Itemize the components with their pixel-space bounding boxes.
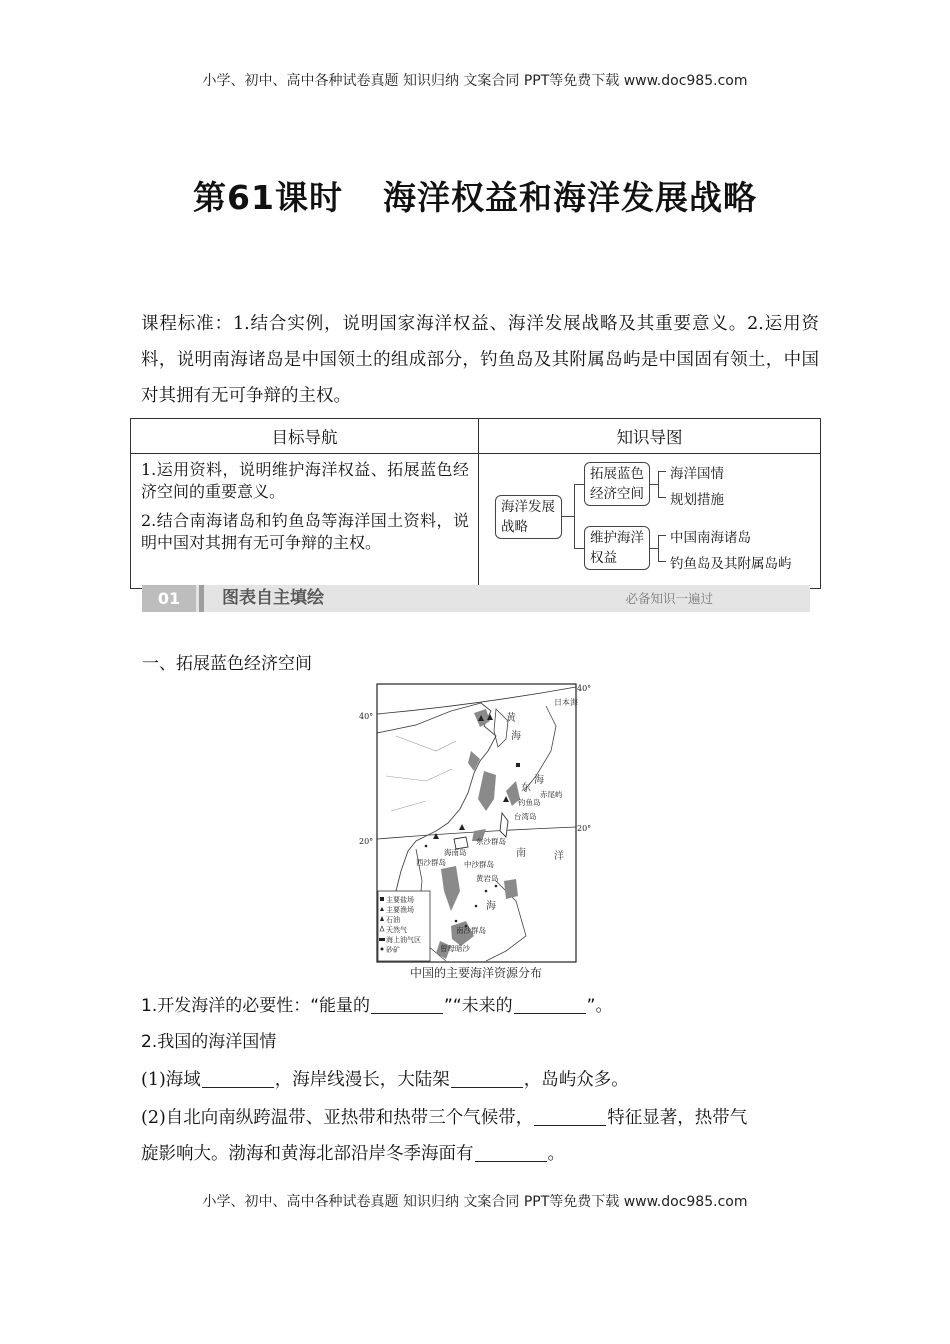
lat-label: 40° <box>359 712 374 721</box>
mindmap-leaf: 规划措施 <box>670 492 724 508</box>
question-1 <box>141 988 819 1024</box>
sea-label: 日本海 <box>554 698 578 707</box>
question-text: 旋影响大。渤海和黄海北部沿岸冬季海面有 <box>141 1144 474 1164</box>
legend-item: 海上油气区 <box>386 936 421 944</box>
page-footer: 小学、初中、高中各种试卷真题 知识归纳 文案合同 PPT等免费下载 www.doc985.com <box>202 1194 748 1210</box>
place-label: 台湾岛 <box>514 812 537 821</box>
goal-item: 2.结合南海诸岛和钓鱼岛等海洋国土资料，说明中国对其拥有无可争辩的主权。 <box>141 511 469 552</box>
question-text: “未来的 <box>452 996 513 1016</box>
lat-label: 20° <box>577 824 592 833</box>
banner-subtitle: 必备知识一遍过 <box>625 591 713 606</box>
guide-table <box>130 418 821 589</box>
place-label: 曾母暗沙 <box>440 944 470 953</box>
connector <box>658 561 666 562</box>
connector <box>658 471 659 497</box>
place-label: 南沙群岛 <box>456 926 486 935</box>
sea-label: 洋 <box>554 851 564 862</box>
course-standard: 课程标准：1.结合实例，说明国家海洋权益、海洋发展战略及其重要意义。2.运用资料，说明南海诸岛是中国领土的组成部分，钓鱼岛及其附属岛屿是中国固有领土，中国对其拥有无可争辩的主权。 <box>141 314 819 406</box>
connector <box>574 484 575 548</box>
question-text: ，海岸线漫长，大陆架 <box>274 1070 450 1090</box>
banner-divider <box>199 585 204 612</box>
legend-item: 主要盐场 <box>386 896 414 904</box>
place-label: 钓鱼岛 <box>518 798 541 807</box>
answer-blank[interactable] <box>475 1143 547 1162</box>
connector <box>650 548 658 549</box>
mindmap-branch-maritime-rights: 维护海洋权益 <box>584 526 650 570</box>
place-label: 西沙群岛 <box>416 858 446 867</box>
question-2-2-cont <box>141 1136 819 1172</box>
connector <box>658 535 666 536</box>
marine-resources-map <box>356 681 596 981</box>
section-banner <box>142 585 810 612</box>
goal-item: 1.运用资料，说明维护海洋权益、拓展蓝色经济空间的重要意义。 <box>141 460 469 501</box>
sea-label: 东 <box>521 783 531 794</box>
question-2-2 <box>141 1100 819 1136</box>
page-title <box>0 172 950 219</box>
sea-label: 海 <box>486 901 496 912</box>
answer-blank[interactable] <box>514 995 586 1014</box>
answer-blank[interactable] <box>202 1069 274 1088</box>
question-2: 2.我国的海洋国情 <box>141 1032 277 1052</box>
legend-item: 砂矿 <box>386 946 400 954</box>
place-label: 海南岛 <box>444 848 467 857</box>
sea-label: 海 <box>511 731 521 742</box>
place-label: 东沙群岛 <box>476 837 506 846</box>
lesson-number: 第61课时 <box>193 178 343 217</box>
question-text: 特征显著，热带气 <box>607 1108 748 1128</box>
sea-label: 海 <box>534 775 544 786</box>
connector <box>658 471 666 472</box>
goal-header: 目标导航 <box>131 419 479 454</box>
question-text: ” <box>444 996 453 1016</box>
answer-blank[interactable] <box>451 1069 523 1088</box>
sea-label: 黄 <box>506 713 516 724</box>
section-heading: 一、拓展蓝色经济空间 <box>142 654 312 674</box>
banner-number: 01 <box>142 585 196 612</box>
sea-label: 南 <box>516 848 526 859</box>
question-text: “能量的 <box>310 996 371 1016</box>
legend-item: 主要渔场 <box>386 906 414 914</box>
answer-blank[interactable] <box>371 995 443 1014</box>
question-text: ，岛屿众多。 <box>523 1070 629 1090</box>
question-text: (2)自北向南纵跨温带、亚热带和热带三个气候带， <box>141 1108 534 1128</box>
mindmap-cell <box>479 454 821 589</box>
mindmap-root: 海洋发展战略 <box>495 495 562 539</box>
banner-title: 图表自主填绘 <box>222 588 324 608</box>
connector <box>650 484 658 485</box>
question-text: 1.开发海洋的必要性： <box>141 996 311 1016</box>
question-text: 。 <box>547 1144 565 1164</box>
mind-map <box>480 455 819 587</box>
connector <box>658 497 666 498</box>
map-caption: 中国的主要海洋资源分布 <box>409 966 543 980</box>
mindmap-leaf: 钓鱼岛及其附属岛屿 <box>670 556 792 572</box>
mindmap-header: 知识导图 <box>479 419 821 454</box>
mindmap-leaf: 中国南海诸岛 <box>670 530 751 546</box>
question-text: (1)海域 <box>141 1070 201 1090</box>
legend-item: 天然气 <box>386 926 407 934</box>
mindmap-branch-blue-economy: 拓展蓝色经济空间 <box>584 462 650 506</box>
lat-label: 40° <box>577 684 592 693</box>
question-text: ”。 <box>586 996 613 1016</box>
lesson-topic: 海洋权益和海洋发展战略 <box>382 178 757 217</box>
connector <box>574 484 584 485</box>
goal-cell <box>131 454 479 589</box>
connector <box>574 548 584 549</box>
legend-item: 石油 <box>386 916 400 924</box>
answer-blank[interactable] <box>534 1107 606 1126</box>
page-header: 小学、初中、高中各种试卷真题 知识归纳 文案合同 PPT等免费下载 www.doc985.com <box>202 73 748 89</box>
place-label: 黄岩岛 <box>476 874 499 883</box>
mindmap-leaf: 海洋国情 <box>670 466 724 482</box>
connector <box>562 516 574 517</box>
connector <box>658 535 659 561</box>
question-2-1 <box>141 1062 819 1098</box>
place-label: 中沙群岛 <box>464 860 494 869</box>
place-label: 赤尾屿 <box>540 790 563 799</box>
lat-label: 20° <box>359 837 374 846</box>
